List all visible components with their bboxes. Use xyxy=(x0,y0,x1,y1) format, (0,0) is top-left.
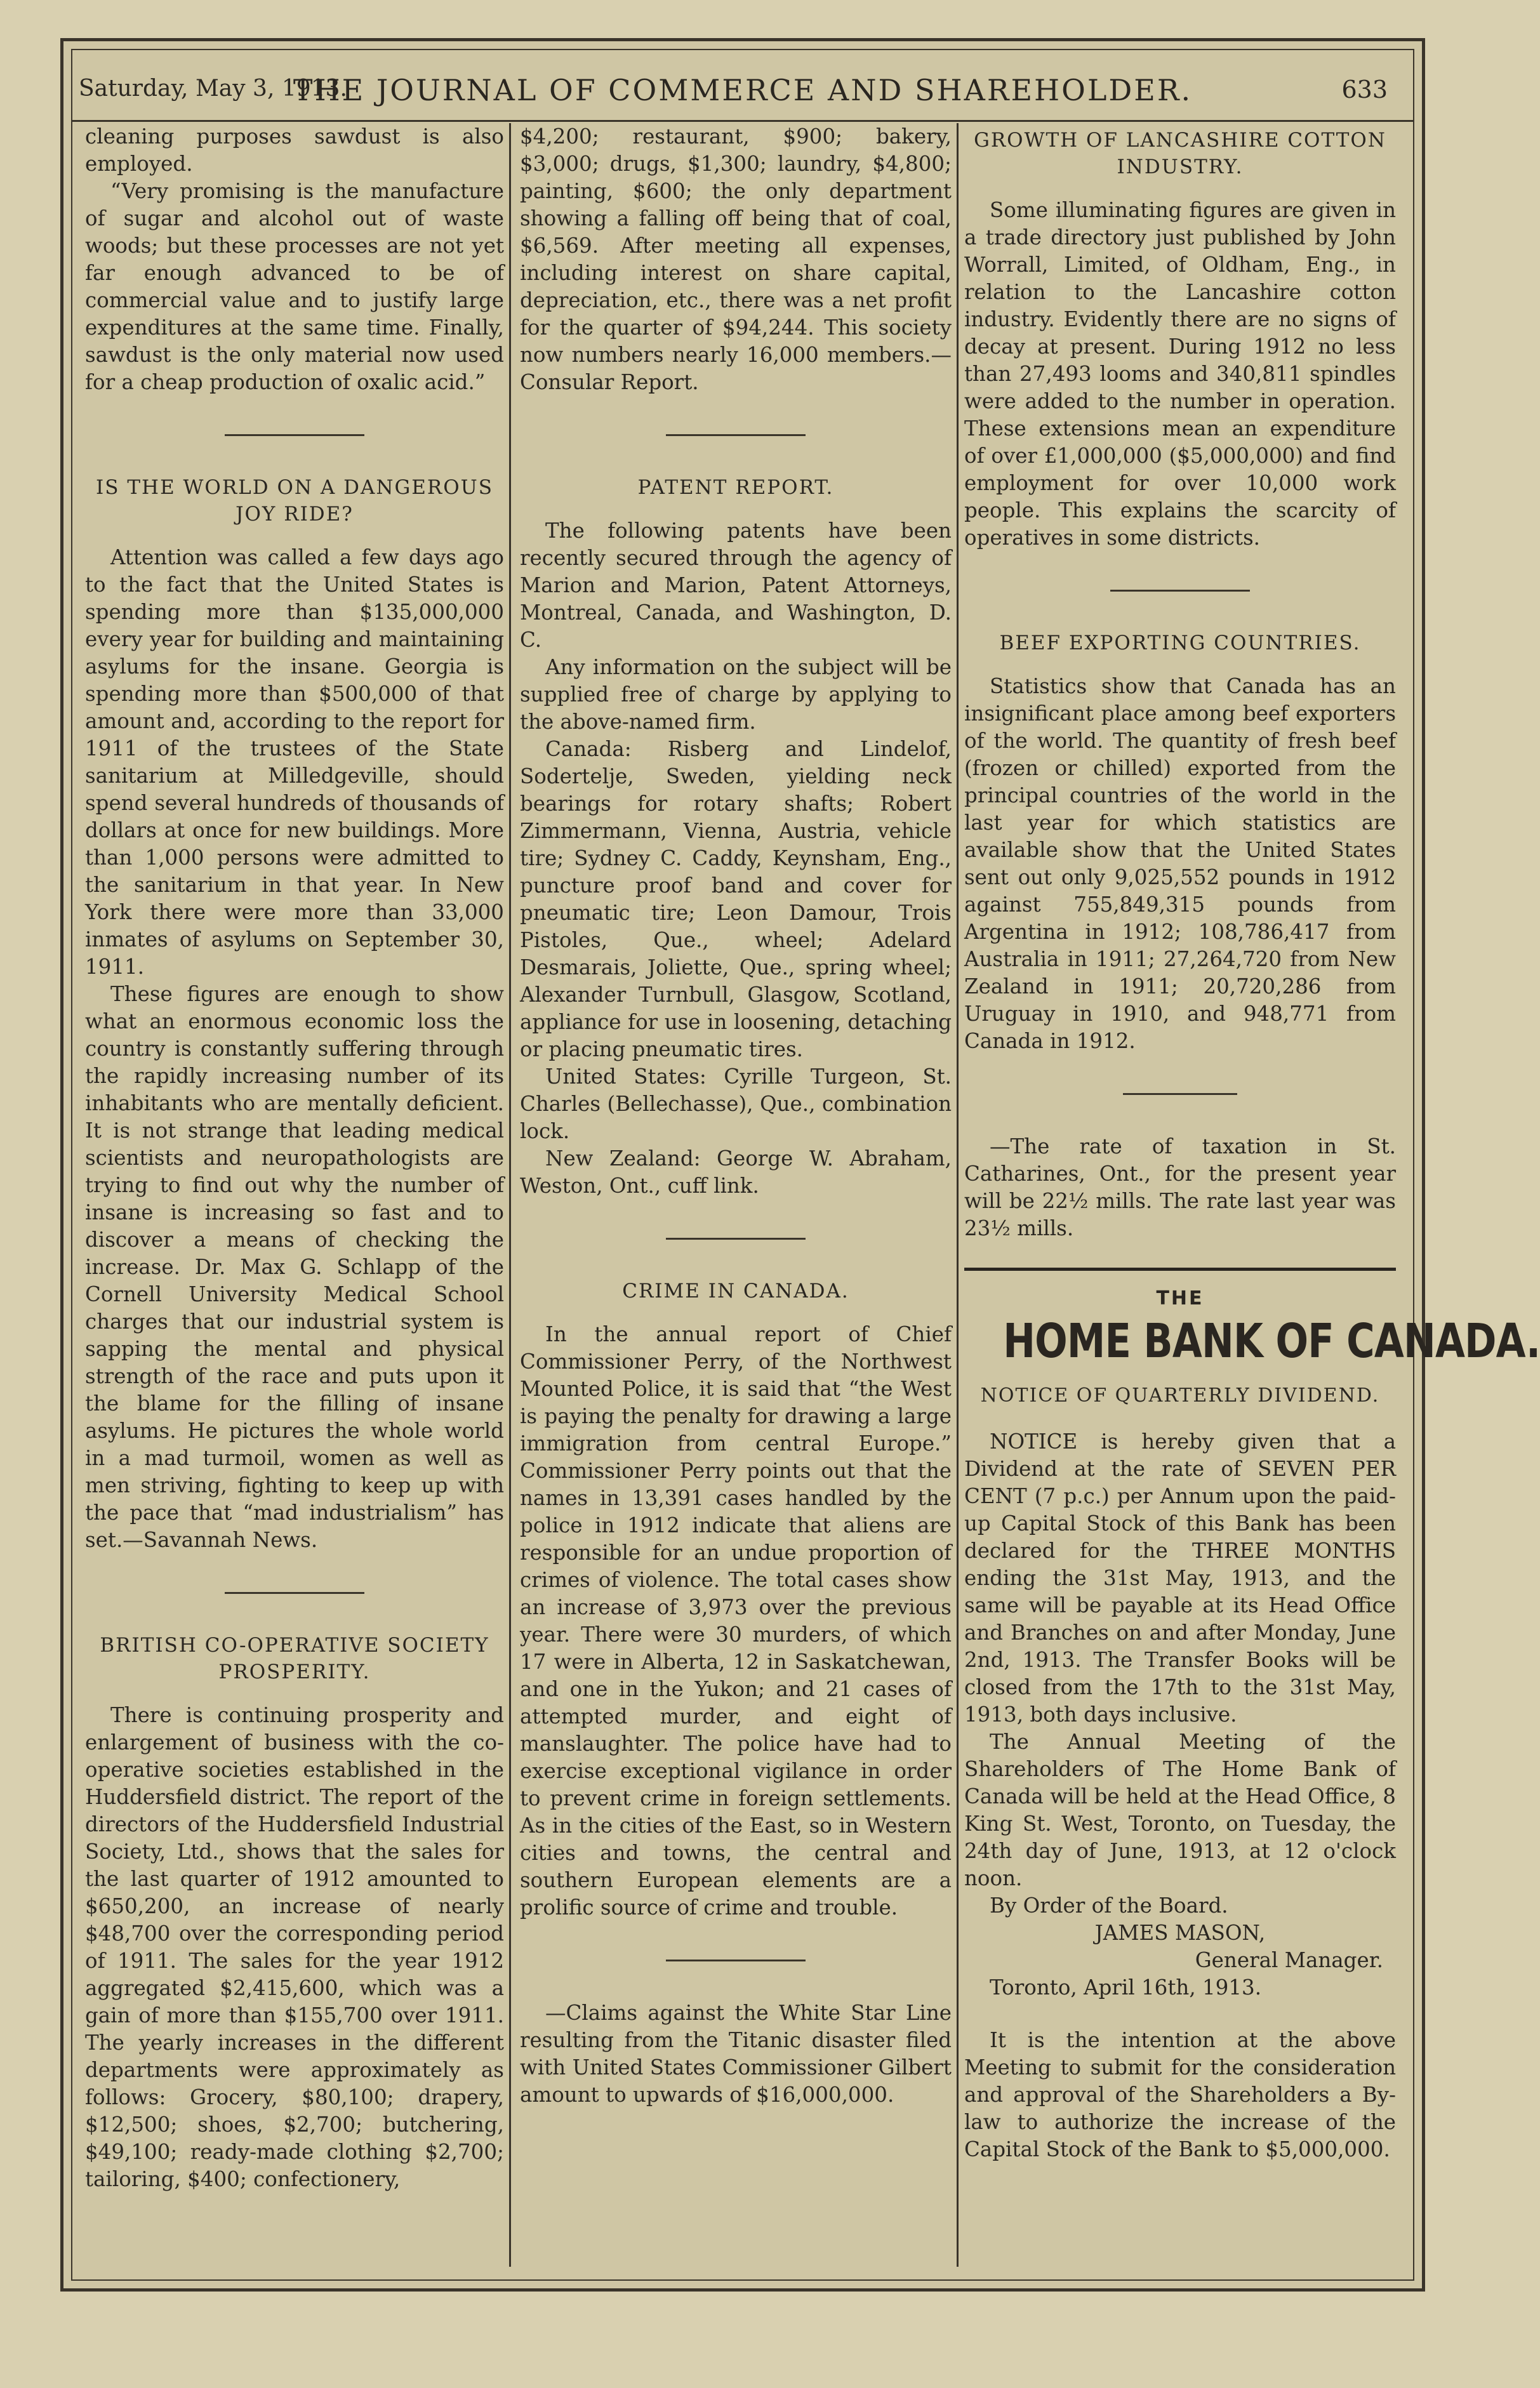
separator-rule xyxy=(1123,1093,1237,1095)
ad-paragraph: It is the intention at the above Meeting to submit for the consideration and approval of the Shareholders a By-law to authorize the increase of the Capital Stock of the Bank to $5,000,000. xyxy=(964,2028,1396,2161)
article-paragraph: These figures are enough to show what an enormous economic loss the country is constantly suffering through the rapidly increasing number of its inhabitants who are mentally deficient. It is not strange that leading medical scientists and neuropathologists are trying to find out why the number of insane is increasing so fast and to discover a means of checking the increase. Dr. Max G. Schlapp of the Cornell University Medical School charges that our industrial system is sapping the mental and physical strength of the race and puts upon it the blame for the filling of insane asylums. He pictures the whole world in a mad turmoil, women as well as men striving, fighting to keep up with the pace that “mad industrialism” has set.—Savannah News. xyxy=(85,982,504,1552)
article-title-beef: BEEF EXPORTING COUNTRIES. xyxy=(999,632,1361,654)
article-title-joy-ride: IS THE WORLD ON A DANGEROUS JOY RIDE? xyxy=(96,476,493,526)
header-title: THE JOURNAL OF COMMERCE AND SHAREHOLDER. xyxy=(293,73,1193,107)
article-paragraph: Some illuminating figures are given in a trade directory just published by John Worrall, Limited, of Oldham, Eng., in relation to the Lancashire cotton industry. Evidently there are no signs of decay at present. During 1912 no less than 27,493 looms and 340,811 spindles were added to the number in operation. These extensions mean an expenditure of over £1,000,000 ($5,000,000) and find employment for over 10,000 work people. This explains the scarcity of operatives in some districts. xyxy=(964,198,1396,550)
article-paragraph: Statistics show that Canada has an insignificant place among beef exporters of the world. The quantity of fresh beef (frozen or chilled) exported from the principal countries of the world in the last year for which statistics are available show that the United States sent out only 9,025,552 pounds in 1912 against 755,849,315 pounds from Argentina in 1912; 108,786,417 from Australia in 1911; 27,264,720 from New Zealand in 1911; 20,720,286 from Uruguay in 1910, and 948,771 from Canada in 1912. xyxy=(964,674,1396,1053)
ad-signatory-role: General Manager. xyxy=(1195,1948,1383,1972)
separator-rule xyxy=(225,1592,364,1594)
article-paragraph: Attention was called a few days ago to the fact that the United States is spending more than $135,000,000 every year for building and maintaining asylums for the insane. Georgia is spending more than $500,000 of that amount and, according to the report for 1911 of the trustees of the State sanitarium at Milledgeville, should spend several hundreds of thousands of dollars at once for new buildings. More than 1,000 persons were admitted to the sanitarium in that year. In New York there were more than 33,000 inmates of asylums on September 30, 1911. xyxy=(85,545,504,979)
article-paragraph: —Claims against the White Star Line resulting from the Titanic disaster filed with United States Commissioner Gilbert amount to upwards of $16,000,000. xyxy=(520,2001,952,2107)
page-frame xyxy=(71,49,1540,2281)
article-paragraph: —The rate of taxation in St. Catharines, Ont., for the present year will be 22½ mills. The rate last year was 23½ mills. xyxy=(964,1134,1396,1240)
article-paragraph: Any information on the subject will be supplied free of charge by applying to the above-named firm. xyxy=(520,655,952,734)
ad-signatory-name: JAMES MASON, xyxy=(1094,1921,1266,1945)
col1-intro: cleaning purposes sawdust is also employed. xyxy=(85,124,504,176)
page-number: 633 xyxy=(1341,76,1388,103)
ad-paragraph: The Annual Meeting of the Shareholders of The Home Bank of Canada will be held at the Head Office, 8 King St. West, Toronto, on Tuesday, the 24th day of June, 1913, at 12 o'clock noon. xyxy=(964,1730,1396,1890)
article-title-patent: PATENT REPORT. xyxy=(637,476,834,499)
col1-quote: “Very promising is the manufacture of sugar and alcohol out of waste woods; but these processes are not yet far enough advanced to be of commercial value and to justify large expenditures at the same time. Finally, sawdust is the only material now used for a cheap production of oxalic acid.” xyxy=(85,179,504,394)
separator-rule xyxy=(1110,590,1250,592)
ad-notice-heading: NOTICE OF QUARTERLY DIVIDEND. xyxy=(980,1384,1380,1407)
ad-paragraph: NOTICE is hereby given that a Dividend at the rate of SEVEN PER CENT (7 p.c.) per Annum upon the paid-up Capital Stock of this Bank has been declared for the THREE MONTHS ending the 31st May, 1913, and the same will be payable at its Head Office and Branches on and after Monday, June 2nd, 1913. The Transfer Books will be closed from the 17th to the 31st May, 1913, both days inclusive. xyxy=(964,1429,1396,1727)
cooperative-continued: $4,200; restaurant, $900; bakery, $3,000; drugs, $1,300; laundry, $4,800; painting, $600; the only department showing a falling off being that of coal, $6,569. After meeting all expenses, including interest on share capital, depreciation, etc., there was a net profit for the quarter of $94,244. This society now numbers nearly 16,000 members.—Consular Report. xyxy=(520,124,952,394)
article-paragraph: The following patents have been recently secured through the agency of Marion and Marion, Patent Attorneys, Montreal, Canada, and Washington, D. C. xyxy=(520,519,952,652)
column-3 xyxy=(964,123,1540,2267)
ad-bank-name: HOME BANK OF CANADA. xyxy=(1003,1314,1540,1369)
column-rule-2 xyxy=(957,123,959,2267)
newspaper-page xyxy=(60,38,1540,2292)
column-rule-1 xyxy=(509,123,511,2267)
article-title-cooperative: BRITISH CO-OPERATIVE SOCIETY PROSPERITY. xyxy=(100,1634,489,1683)
column-1 xyxy=(85,123,504,2267)
article-paragraph: New Zealand: George W. Abraham, Weston, Ont., cuff link. xyxy=(520,1146,952,1198)
article-title-cotton: GROWTH OF LANCASHIRE COTTON INDUSTRY. xyxy=(974,129,1386,178)
separator-rule xyxy=(225,434,364,436)
ad-place-date: Toronto, April 16th, 1913. xyxy=(990,1975,1262,2000)
article-paragraph: There is continuing prosperity and enlargement of business with the co-operative societies established in the Huddersfield district. The report of the directors of the Huddersfield Industrial Society, Ltd., shows that the sales for the last quarter of 1912 amounted to $650,200, an increase of nearly $48,700 over the corresponding period of 1911. The sales for the year 1912 aggregated $2,415,600, which was a gain of more than $155,700 over 1911. The yearly increases in the different departments were approximately as follows: Grocery, $80,100; drapery, $12,500; shoes, $2,700; butchering, $49,100; ready-made clothing $2,700; tailoring, $400; confectionery, xyxy=(85,1703,504,2191)
article-title-crime: CRIME IN CANADA. xyxy=(622,1280,849,1303)
ad-the: THE xyxy=(1156,1287,1204,1310)
separator-rule xyxy=(666,1960,806,1961)
article-paragraph: In the annual report of Chief Commissioner Perry, of the Northwest Mounted Police, it is said that “the West is paying the penalty for drawing a large immigration from central Europe.” Commissioner Perry points out that the names in 13,391 cases handled by the police in 1912 indicate that aliens are responsible for an undue proportion of crimes of violence. The total cases show an increase of 3,973 over the previous year. There were 30 murders, of which 17 were in Alberta, 12 in Saskatchewan, and one in the Yukon; and 21 cases of attempted murder, and eight of manslaughter. The police have had to exercise exceptional vigilance in order to prevent crime in foreign settlements. As in the cities of the East, so in Western cities and towns, the central and southern European elements are a prolific source of crime and trouble. xyxy=(520,1322,952,1920)
separator-rule xyxy=(666,1238,806,1240)
ad-order: By Order of the Board. xyxy=(990,1894,1228,1918)
column-2 xyxy=(520,123,952,2267)
article-paragraph: United States: Cyrille Turgeon, St. Charles (Bellechasse), Que., combination lock. xyxy=(520,1065,952,1143)
page-header xyxy=(72,50,1413,122)
separator-rule xyxy=(666,434,806,436)
header-date: Saturday, May 3, 1913. xyxy=(79,76,347,102)
advertisement-rule xyxy=(964,1268,1396,1271)
article-paragraph: Canada: Risberg and Lindelof, Sodertelje, Sweden, yielding neck bearings for rotary shafts; Robert Zimmermann, Vienna, Austria, vehicle tire; Sydney C. Caddy, Keynsham, Eng., puncture proof band and cover for pneumatic tire; Leon Damour, Trois Pistoles, Que., wheel; Adelard Desmarais, Joliette, Que., spring wheel; Alexander Turnbull, Glasgow, Scotland, appliance for use in loosening, detaching or placing pneumatic tires. xyxy=(520,737,952,1061)
